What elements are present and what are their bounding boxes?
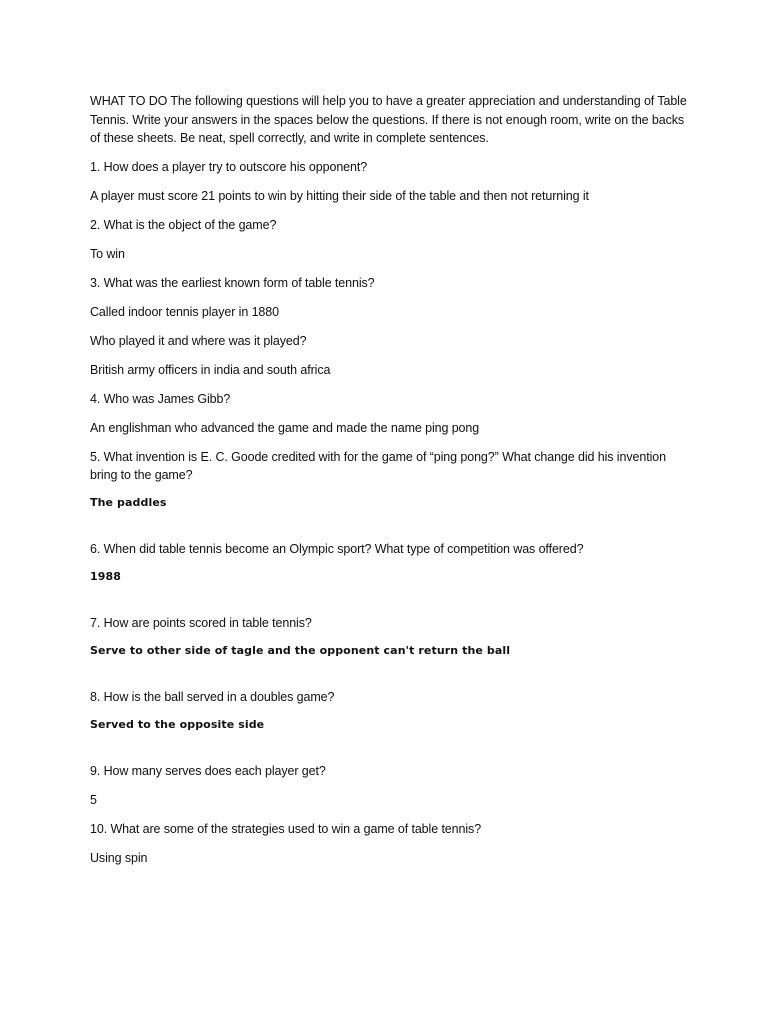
answer-6: 1988: [90, 570, 122, 583]
question-6: 6. When did table tennis become an Olympic sport? What type of competition was offered?: [90, 542, 584, 556]
question-3b: Who played it and where was it played?: [90, 333, 307, 348]
answer-1: A player must score 21 points to win by hitting their side of the table and then not returning it: [90, 188, 589, 203]
worksheet-body: [90, 92, 690, 878]
answer-4: An englishman who advanced the game and made the name ping pong: [90, 420, 480, 435]
answer-7: Serve to other side of tagle and the opponent can't return the ball: [90, 644, 511, 657]
answer-3b: British army officers in india and south africa: [90, 362, 331, 377]
answer-9: 5: [90, 793, 97, 807]
question-1: 1. How does a player try to outscore his opponent?: [90, 159, 368, 174]
answer-8: Served to the opposite side: [90, 718, 265, 731]
instructions-paragraph: WHAT TO DO The following questions will help you to have a greater appreciation and understanding of Table Tennis. Write your answers in the spaces below the questions. If there is not enough room, write on the backs of these sheets. Be neat, spell correctly, and write in complete sentences.: [90, 94, 687, 145]
answer-5: The paddles: [90, 496, 167, 509]
question-7: 7. How are points scored in table tennis?: [90, 616, 312, 630]
answer-3: Called indoor tennis player in 1880: [90, 304, 279, 319]
question-10: 10. What are some of the strategies used to win a game of table tennis?: [90, 822, 482, 836]
question-3: 3. What was the earliest known form of table tennis?: [90, 275, 375, 290]
question-2: 2. What is the object of the game?: [90, 217, 277, 232]
answer-10: Using spin: [90, 851, 148, 865]
question-4: 4. Who was James Gibb?: [90, 391, 231, 406]
question-8: 8. How is the ball served in a doubles game?: [90, 690, 335, 704]
answer-2: To win: [90, 246, 125, 261]
question-5: 5. What invention is E. C. Goode credited with for the game of “ping pong?” What change did his invention bring to the game?: [90, 449, 666, 482]
question-9: 9. How many serves does each player get?: [90, 764, 326, 778]
